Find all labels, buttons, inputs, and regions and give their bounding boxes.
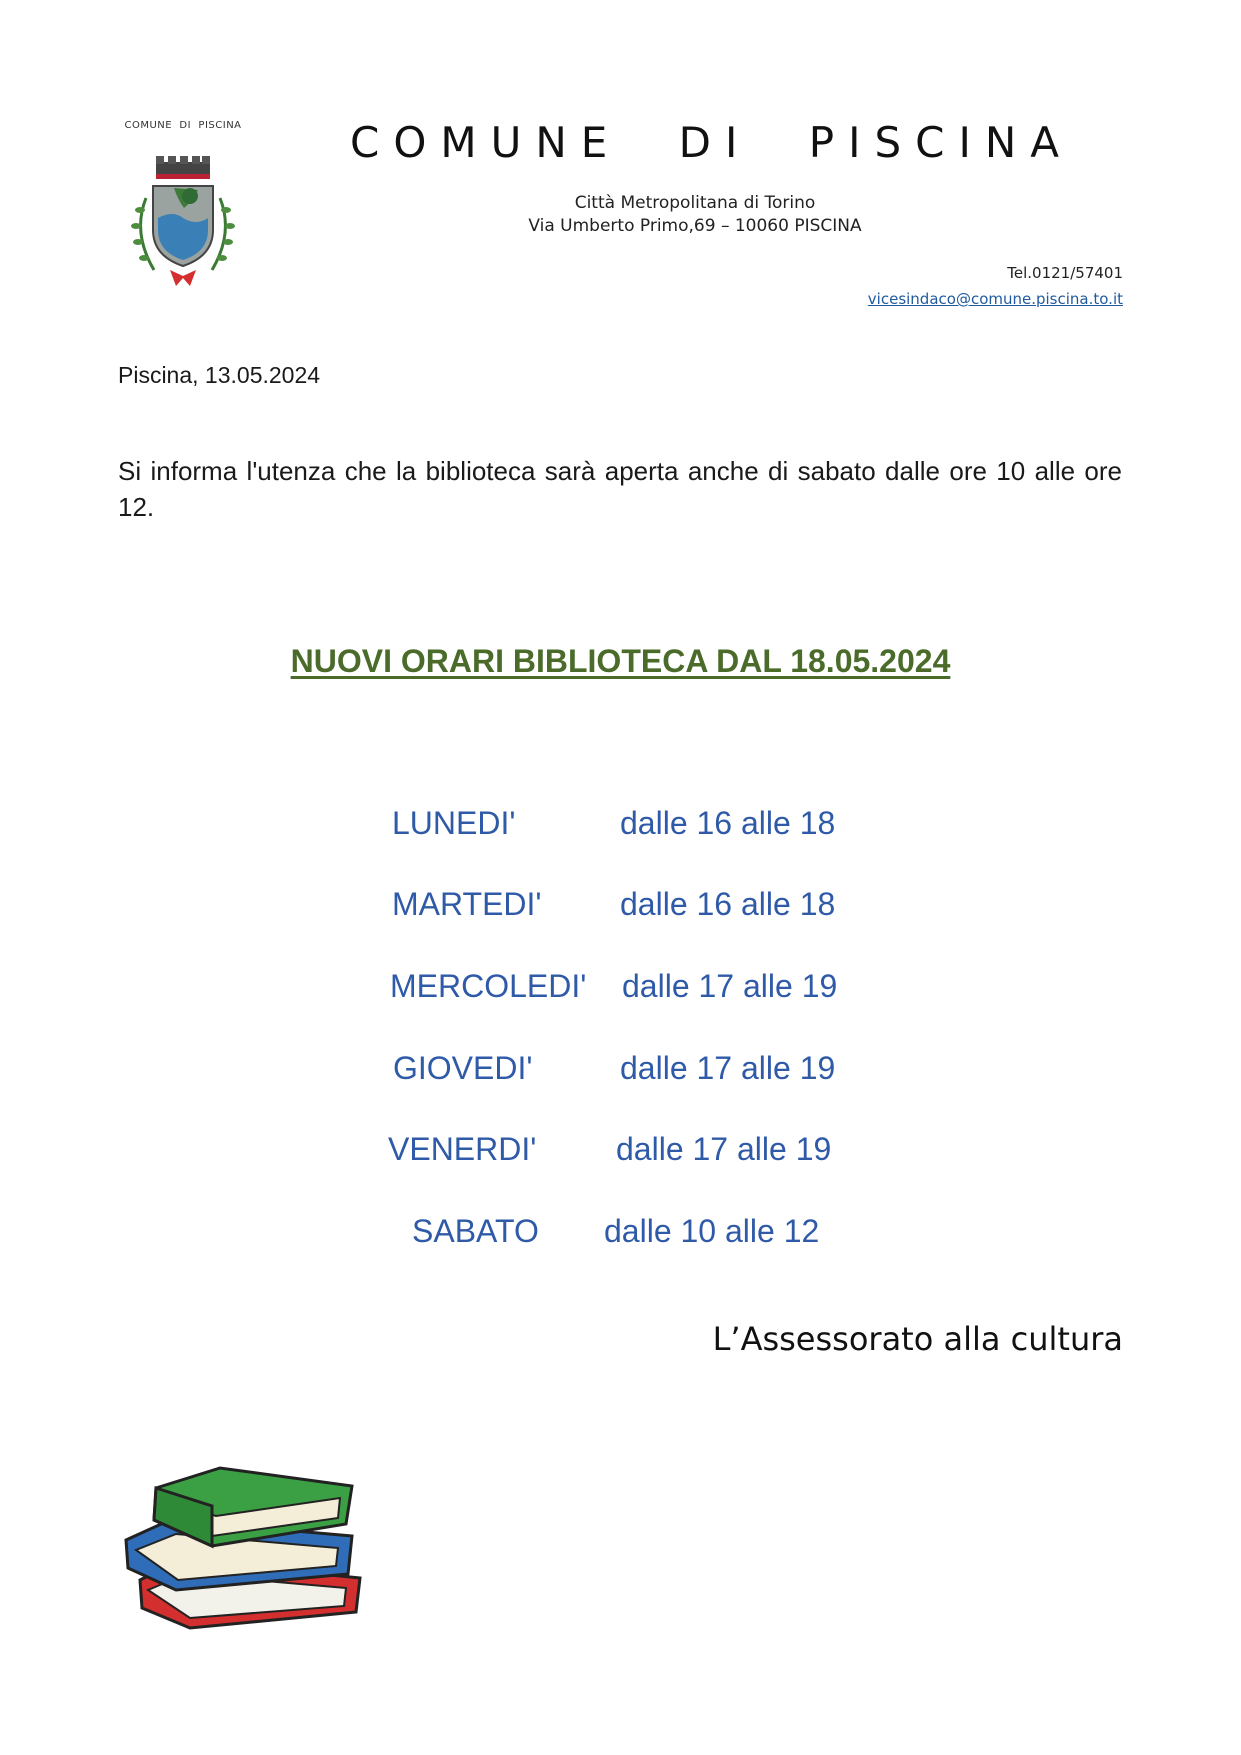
schedule-day: LUNEDI' [392,805,516,841]
contact-phone: Tel.0121/57401 [1007,264,1123,282]
schedule-row [0,886,1241,930]
schedule-day: VENERDI' [388,1131,537,1167]
contact-email-link[interactable]: vicesindaco@comune.piscina.to.it [867,290,1123,308]
schedule-hours: dalle 17 alle 19 [620,1050,836,1086]
books-illustration [120,1450,370,1635]
schedule-day: MARTEDI' [392,886,542,922]
schedule-hours: dalle 17 alle 19 [622,968,838,1004]
signature: L’Assessorato alla cultura [712,1320,1123,1358]
schedule-day: MERCOLEDI' [390,968,587,1004]
letter-date: Piscina, 13.05.2024 [118,362,321,388]
schedule-hours: dalle 10 alle 12 [604,1213,820,1249]
schedule-row [0,1131,1241,1175]
books-stack-icon [120,1450,370,1635]
municipality-title: COMUNE DI PISCINA [350,118,1073,167]
schedule-row [0,968,1241,1012]
header-city: Città Metropolitana di Torino [574,193,816,213]
schedule-hours: dalle 16 alle 18 [620,805,836,841]
schedule-hours: dalle 17 alle 19 [616,1131,832,1167]
schedule-hours: dalle 16 alle 18 [620,886,836,922]
schedule-row [0,1050,1241,1094]
crest-emblem-icon [118,118,248,304]
schedule-row [0,1213,1241,1257]
schedule-day: GIOVEDI' [393,1050,533,1086]
schedule-row [0,805,1241,849]
crest-caption: COMUNE DI PISCINA [124,120,242,131]
notice-paragraph: Si informa l'utenza che la biblioteca sarà aperta anche di sabato dalle ore 10 alle ore 12. [118,456,1122,522]
schedule-heading [0,643,1241,680]
municipal-crest [118,118,248,304]
schedule-heading-text: NUOVI ORARI BIBLIOTECA DAL 18.05.2024 [290,643,951,679]
header-address: Via Umberto Primo,69 – 10060 PISCINA [528,216,862,236]
schedule-day: SABATO [412,1213,539,1249]
